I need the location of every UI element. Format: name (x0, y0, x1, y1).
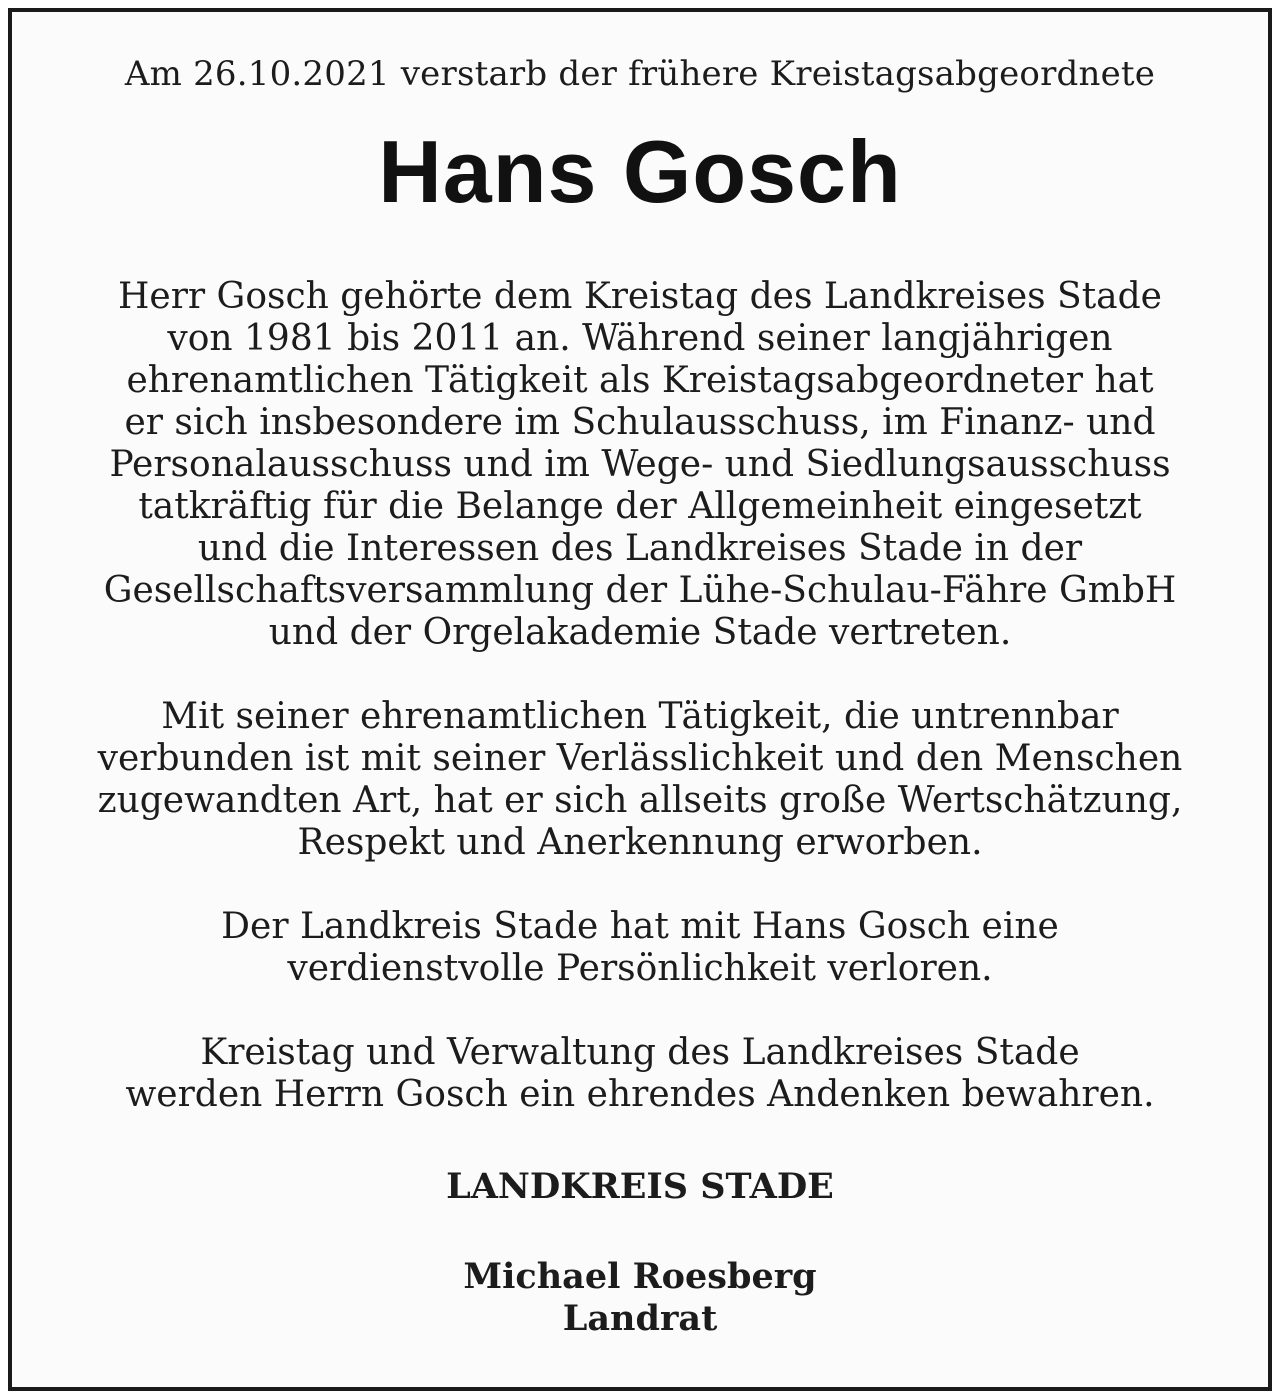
paragraph-appreciation: Mit seiner ehrenamtlichen Tätigkeit, die untrennbar verbunden ist mit seiner Verlässlichkeit und den Menschen zugewandten Art, hat er sich allseits große Wertschätzung, Respekt und Anerkennung erworben. (97, 696, 1183, 863)
paragraph-tenure: Herr Gosch gehörte dem Kreistag des Landkreises Stade von 1981 bis 2011 an. Während seiner langjährigen ehrenamtlichen Tätigkeit als Kreistagsabgeordneter hat er sich insbesondere im Schulausschuss, im Finanz- und Personalausschuss und im Wege- und Siedlungsausschuss tatkräftig für die Belange der Allgemeinheit eingesetzt und die Interessen des Landkreises Stade in der Gesellschaftsversammlung der Lühe-Schulau-Fähre GmbH und der Orgelakademie Stade vertreten. (103, 276, 1177, 653)
intro-line: Am 26.10.2021 verstarb der frühere Kreistagsabgeordnete (124, 54, 1156, 94)
obituary-notice (8, 8, 1272, 1391)
organization-name: LANDKREIS STADE (446, 1166, 834, 1207)
signer-title: Landrat (562, 1298, 718, 1339)
paragraph-remembrance: Kreistag und Verwaltung des Landkreises Stade werden Herrn Gosch ein ehrendes Andenken bewahren. (125, 1032, 1155, 1115)
notice-content (12, 12, 1268, 1340)
deceased-name: Hans Gosch (378, 122, 902, 221)
signer-name: Michael Roesberg (463, 1256, 817, 1297)
paragraph-loss: Der Landkreis Stade hat mit Hans Gosch eine verdienstvolle Persönlichkeit verloren. (221, 906, 1059, 989)
